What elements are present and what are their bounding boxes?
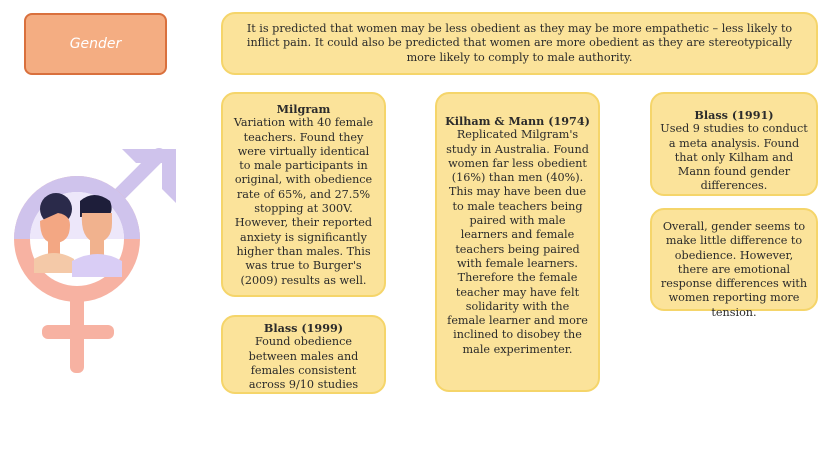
female-symbol-icon [42,293,114,373]
page-title: Gender [24,13,167,75]
intro-text: It is predicted that women may be less obedient as they may be more empathetic – less likely to inflict pain. It could also be predicted that women are more obedient as they are stereotypically more likely to comply to male authority. [246,22,793,64]
kilham-mann-box [435,92,600,392]
milgram-body: Variation with 40 female teachers. Found they were virtually identical to male participants in original, with obedience rate of 65%, and 27.5% stopping at 300V. However, their reported anxiety is significantly higher than males. This was true to Burger's (2009) results as well. [233,116,374,287]
gender-symbols-icon [14,143,184,383]
blass-1999-body: Found obedience between males and females consistent across 9/10 studies [248,335,359,392]
kilham-mann-heading: Kilham & Mann (1974) [445,114,590,128]
blass-1991-body: Used 9 studies to conduct a meta analysis. Found that only Kilham and Mann found gender differences. [660,122,808,193]
milgram-box [221,92,386,297]
conclusion-box [650,208,818,319]
blass-1999-heading: Blass (1999) [263,321,344,335]
kilham-mann-body: Replicated Milgram's study in Australia. Found women far less obedient (16%) than men (40%). This may have been due to male teachers being paired with male learners and female teachers being paired with female learners. Therefore the female teacher may have felt solidarity with the female learner and more inclined to disobey the male experimenter. [446,128,589,356]
intro-box [221,12,818,75]
blass-1991-box [650,92,818,196]
blass-1999-box [221,315,386,394]
conclusion-body: Overall, gender seems to make little difference to obedience. However, there are emotional response differences with women reporting more tension. [660,220,808,319]
blass-1991-heading: Blass (1991) [694,108,774,122]
milgram-heading: Milgram [276,102,331,116]
